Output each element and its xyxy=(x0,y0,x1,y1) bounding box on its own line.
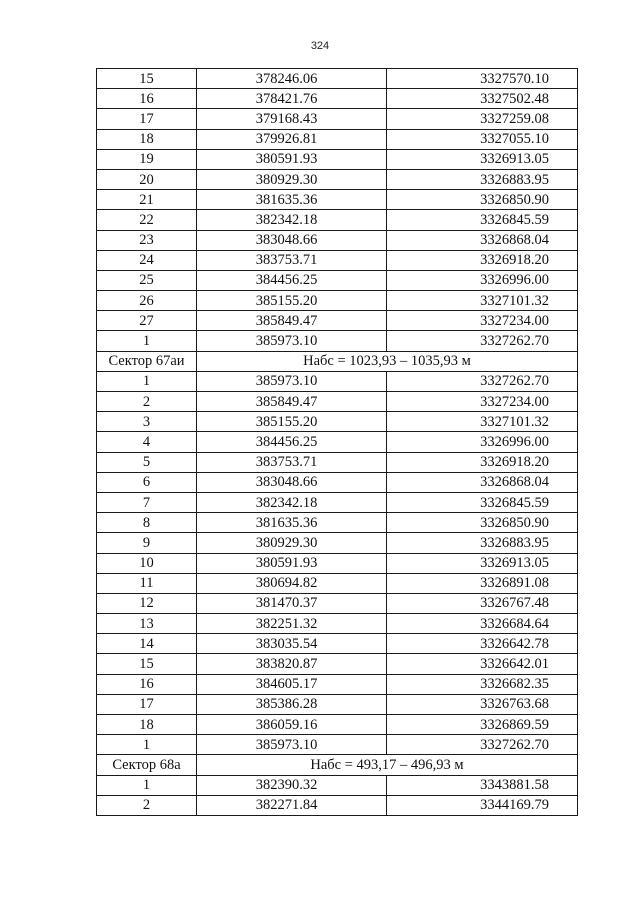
coordinate-y: 3326883.95 xyxy=(387,169,578,189)
point-number: 11 xyxy=(97,573,197,593)
coordinate-y: 3326996.00 xyxy=(387,270,578,290)
point-number: 12 xyxy=(97,593,197,613)
table-row xyxy=(97,573,578,593)
point-number: 1 xyxy=(97,371,197,391)
coordinate-x: 385155.20 xyxy=(197,291,387,311)
coordinate-y: 3327502.48 xyxy=(387,89,578,109)
table-row xyxy=(97,291,578,311)
coordinate-y: 3327101.32 xyxy=(387,291,578,311)
coordinate-x: 385973.10 xyxy=(197,735,387,755)
table-row xyxy=(97,432,578,452)
coordinate-y: 3326868.04 xyxy=(387,230,578,250)
coordinate-y: 3327262.70 xyxy=(387,735,578,755)
point-number: 2 xyxy=(97,795,197,815)
table-row xyxy=(97,654,578,674)
sector-header-row xyxy=(97,755,578,775)
table-row xyxy=(97,472,578,492)
coordinate-x: 380929.30 xyxy=(197,169,387,189)
sector-height-range: Набс = 1023,93 – 1035,93 м xyxy=(197,351,578,371)
coordinate-x: 382342.18 xyxy=(197,210,387,230)
point-number: 6 xyxy=(97,472,197,492)
table-row xyxy=(97,634,578,654)
coordinate-y: 3326869.59 xyxy=(387,715,578,735)
table-row xyxy=(97,331,578,351)
coordinate-y: 3327262.70 xyxy=(387,331,578,351)
coordinate-x: 381635.36 xyxy=(197,513,387,533)
coordinate-x: 381635.36 xyxy=(197,190,387,210)
coordinate-y: 3326845.59 xyxy=(387,210,578,230)
sector-label: Сектор 67аи xyxy=(97,351,197,371)
table-row xyxy=(97,513,578,533)
coordinate-x: 385973.10 xyxy=(197,331,387,351)
coordinate-x: 379168.43 xyxy=(197,109,387,129)
coordinate-x: 383753.71 xyxy=(197,452,387,472)
point-number: 5 xyxy=(97,452,197,472)
coordinate-y: 3326918.20 xyxy=(387,250,578,270)
point-number: 1 xyxy=(97,735,197,755)
coordinate-y: 3326996.00 xyxy=(387,432,578,452)
table-row xyxy=(97,694,578,714)
point-number: 23 xyxy=(97,230,197,250)
coordinate-x: 382251.32 xyxy=(197,614,387,634)
coordinate-y: 3326883.95 xyxy=(387,533,578,553)
coordinate-y: 3326891.08 xyxy=(387,573,578,593)
coordinate-y: 3326913.05 xyxy=(387,553,578,573)
table-row xyxy=(97,533,578,553)
point-number: 4 xyxy=(97,432,197,452)
point-number: 18 xyxy=(97,715,197,735)
coordinate-y: 3327234.00 xyxy=(387,392,578,412)
table-row xyxy=(97,614,578,634)
coordinate-x: 378421.76 xyxy=(197,89,387,109)
table-row xyxy=(97,735,578,755)
coordinate-y: 3326763.68 xyxy=(387,694,578,714)
coordinate-y: 3344169.79 xyxy=(387,795,578,815)
point-number: 16 xyxy=(97,674,197,694)
table-row xyxy=(97,553,578,573)
point-number: 3 xyxy=(97,412,197,432)
point-number: 24 xyxy=(97,250,197,270)
coordinate-y: 3326684.64 xyxy=(387,614,578,634)
table-row xyxy=(97,230,578,250)
coordinate-y: 3327570.10 xyxy=(387,69,578,89)
point-number: 15 xyxy=(97,69,197,89)
table-row xyxy=(97,109,578,129)
coordinate-y: 3326913.05 xyxy=(387,149,578,169)
coordinate-x: 386059.16 xyxy=(197,715,387,735)
coordinate-y: 3327262.70 xyxy=(387,371,578,391)
coordinate-x: 384456.25 xyxy=(197,270,387,290)
point-number: 1 xyxy=(97,775,197,795)
table-row xyxy=(97,169,578,189)
coordinate-x: 380591.93 xyxy=(197,553,387,573)
point-number: 18 xyxy=(97,129,197,149)
table-row xyxy=(97,270,578,290)
coordinate-x: 378246.06 xyxy=(197,69,387,89)
point-number: 27 xyxy=(97,311,197,331)
table-row xyxy=(97,311,578,331)
coordinates-table xyxy=(96,68,578,816)
sector-height-range: Набс = 493,17 – 496,93 м xyxy=(197,755,578,775)
point-number: 9 xyxy=(97,533,197,553)
point-number: 7 xyxy=(97,492,197,512)
coordinate-y: 3326682.35 xyxy=(387,674,578,694)
point-number: 8 xyxy=(97,513,197,533)
sector-header-row xyxy=(97,351,578,371)
point-number: 19 xyxy=(97,149,197,169)
coordinate-y: 3326918.20 xyxy=(387,452,578,472)
coordinate-y: 3326767.48 xyxy=(387,593,578,613)
point-number: 16 xyxy=(97,89,197,109)
point-number: 2 xyxy=(97,392,197,412)
point-number: 13 xyxy=(97,614,197,634)
table-row xyxy=(97,715,578,735)
coordinate-x: 382271.84 xyxy=(197,795,387,815)
coordinate-x: 382390.32 xyxy=(197,775,387,795)
coordinate-x: 380591.93 xyxy=(197,149,387,169)
coordinate-y: 3326642.01 xyxy=(387,654,578,674)
coordinate-y: 3343881.58 xyxy=(387,775,578,795)
coordinate-y: 3326850.90 xyxy=(387,513,578,533)
coordinate-x: 385849.47 xyxy=(197,311,387,331)
table-row xyxy=(97,412,578,432)
coordinate-x: 380694.82 xyxy=(197,573,387,593)
coordinate-y: 3326868.04 xyxy=(387,472,578,492)
page-number: 324 xyxy=(310,40,330,52)
point-number: 26 xyxy=(97,291,197,311)
coordinate-x: 385973.10 xyxy=(197,371,387,391)
coordinate-y: 3326845.59 xyxy=(387,492,578,512)
coordinate-x: 384605.17 xyxy=(197,674,387,694)
table-row xyxy=(97,492,578,512)
table-row xyxy=(97,210,578,230)
coordinate-x: 383035.54 xyxy=(197,634,387,654)
table-row xyxy=(97,149,578,169)
point-number: 21 xyxy=(97,190,197,210)
table-row xyxy=(97,674,578,694)
table-row xyxy=(97,452,578,472)
coordinate-y: 3327234.00 xyxy=(387,311,578,331)
coordinate-y: 3326850.90 xyxy=(387,190,578,210)
point-number: 14 xyxy=(97,634,197,654)
point-number: 17 xyxy=(97,694,197,714)
table-row xyxy=(97,593,578,613)
table-row xyxy=(97,371,578,391)
coordinate-x: 382342.18 xyxy=(197,492,387,512)
coordinate-x: 383753.71 xyxy=(197,250,387,270)
coordinate-y: 3327101.32 xyxy=(387,412,578,432)
coordinate-x: 383820.87 xyxy=(197,654,387,674)
coordinate-y: 3327259.08 xyxy=(387,109,578,129)
point-number: 22 xyxy=(97,210,197,230)
coordinate-x: 383048.66 xyxy=(197,230,387,250)
coordinate-y: 3326642.78 xyxy=(387,634,578,654)
sector-label: Сектор 68а xyxy=(97,755,197,775)
coordinate-x: 379926.81 xyxy=(197,129,387,149)
table-row xyxy=(97,392,578,412)
coordinate-y: 3327055.10 xyxy=(387,129,578,149)
coordinate-x: 385155.20 xyxy=(197,412,387,432)
table-row xyxy=(97,89,578,109)
table-row xyxy=(97,775,578,795)
point-number: 10 xyxy=(97,553,197,573)
point-number: 1 xyxy=(97,331,197,351)
table-row xyxy=(97,129,578,149)
coordinate-x: 385386.28 xyxy=(197,694,387,714)
table-row xyxy=(97,795,578,815)
coordinate-x: 383048.66 xyxy=(197,472,387,492)
point-number: 25 xyxy=(97,270,197,290)
coordinate-x: 384456.25 xyxy=(197,432,387,452)
coordinate-x: 385849.47 xyxy=(197,392,387,412)
table-row xyxy=(97,190,578,210)
coordinate-x: 380929.30 xyxy=(197,533,387,553)
table-row xyxy=(97,69,578,89)
point-number: 20 xyxy=(97,169,197,189)
coordinates-table-body xyxy=(97,69,578,816)
point-number: 17 xyxy=(97,109,197,129)
table-row xyxy=(97,250,578,270)
coordinate-x: 381470.37 xyxy=(197,593,387,613)
point-number: 15 xyxy=(97,654,197,674)
